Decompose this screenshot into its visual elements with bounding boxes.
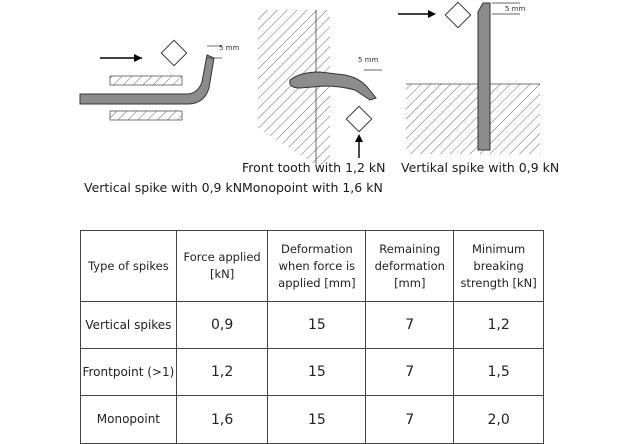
cell-deformation: 15 (268, 396, 366, 444)
header-deformation: Deformation when force is applied [mm] (268, 231, 366, 302)
clamp-lower (110, 111, 182, 120)
cell-remaining: 7 (366, 302, 454, 349)
header-force: Force applied [kN] (176, 231, 268, 302)
header-min-breaking: Minimum breaking strength [kN] (454, 231, 544, 302)
table-header-row (81, 231, 544, 302)
cell-force: 1,6 (176, 396, 268, 444)
header-remaining: Remaining deformation [mm] (366, 231, 454, 302)
cell-min-breaking: 1,2 (454, 302, 544, 349)
cell-min-breaking: 1,5 (454, 349, 544, 396)
load-block (346, 106, 371, 131)
header-type: Type of spikes (81, 231, 177, 302)
cell-min-breaking: 2,0 (454, 396, 544, 444)
dimension-label-1: 5 mm (219, 44, 240, 52)
cell-type: Frontpoint (>1) (81, 349, 177, 396)
cell-type: Vertical spikes (81, 302, 177, 349)
cell-force: 0,9 (176, 302, 268, 349)
cell-deformation: 15 (268, 302, 366, 349)
cell-deformation: 15 (268, 349, 366, 396)
spike-test-table (80, 230, 544, 444)
table-row (81, 349, 544, 396)
mounting-block (406, 84, 540, 154)
caption-vertical-spike: Vertical spike with 0,9 kN (84, 180, 243, 195)
caption-front-tooth: Front tooth with 1,2 kN (242, 160, 386, 175)
cell-remaining: 7 (366, 396, 454, 444)
vertical-spike-diagram (80, 40, 239, 120)
clamp-upper (110, 76, 182, 85)
front-tooth-diagram (258, 10, 382, 165)
table-row (81, 396, 544, 444)
table-row (81, 302, 544, 349)
caption-monopoint: Monopoint with 1,6 kN (242, 180, 383, 195)
dimension-label-3: 5 mm (505, 5, 526, 13)
straight-spike (478, 3, 490, 150)
cell-type: Monopoint (81, 396, 177, 444)
cell-force: 1,2 (176, 349, 268, 396)
load-block (161, 40, 186, 65)
load-block (445, 2, 470, 27)
dimension-label-2: 5 mm (358, 56, 379, 64)
caption-vertikal-spike: Vertikal spike with 0,9 kN (401, 160, 560, 175)
vertikal-spike-diagram (398, 2, 540, 154)
cell-remaining: 7 (366, 349, 454, 396)
